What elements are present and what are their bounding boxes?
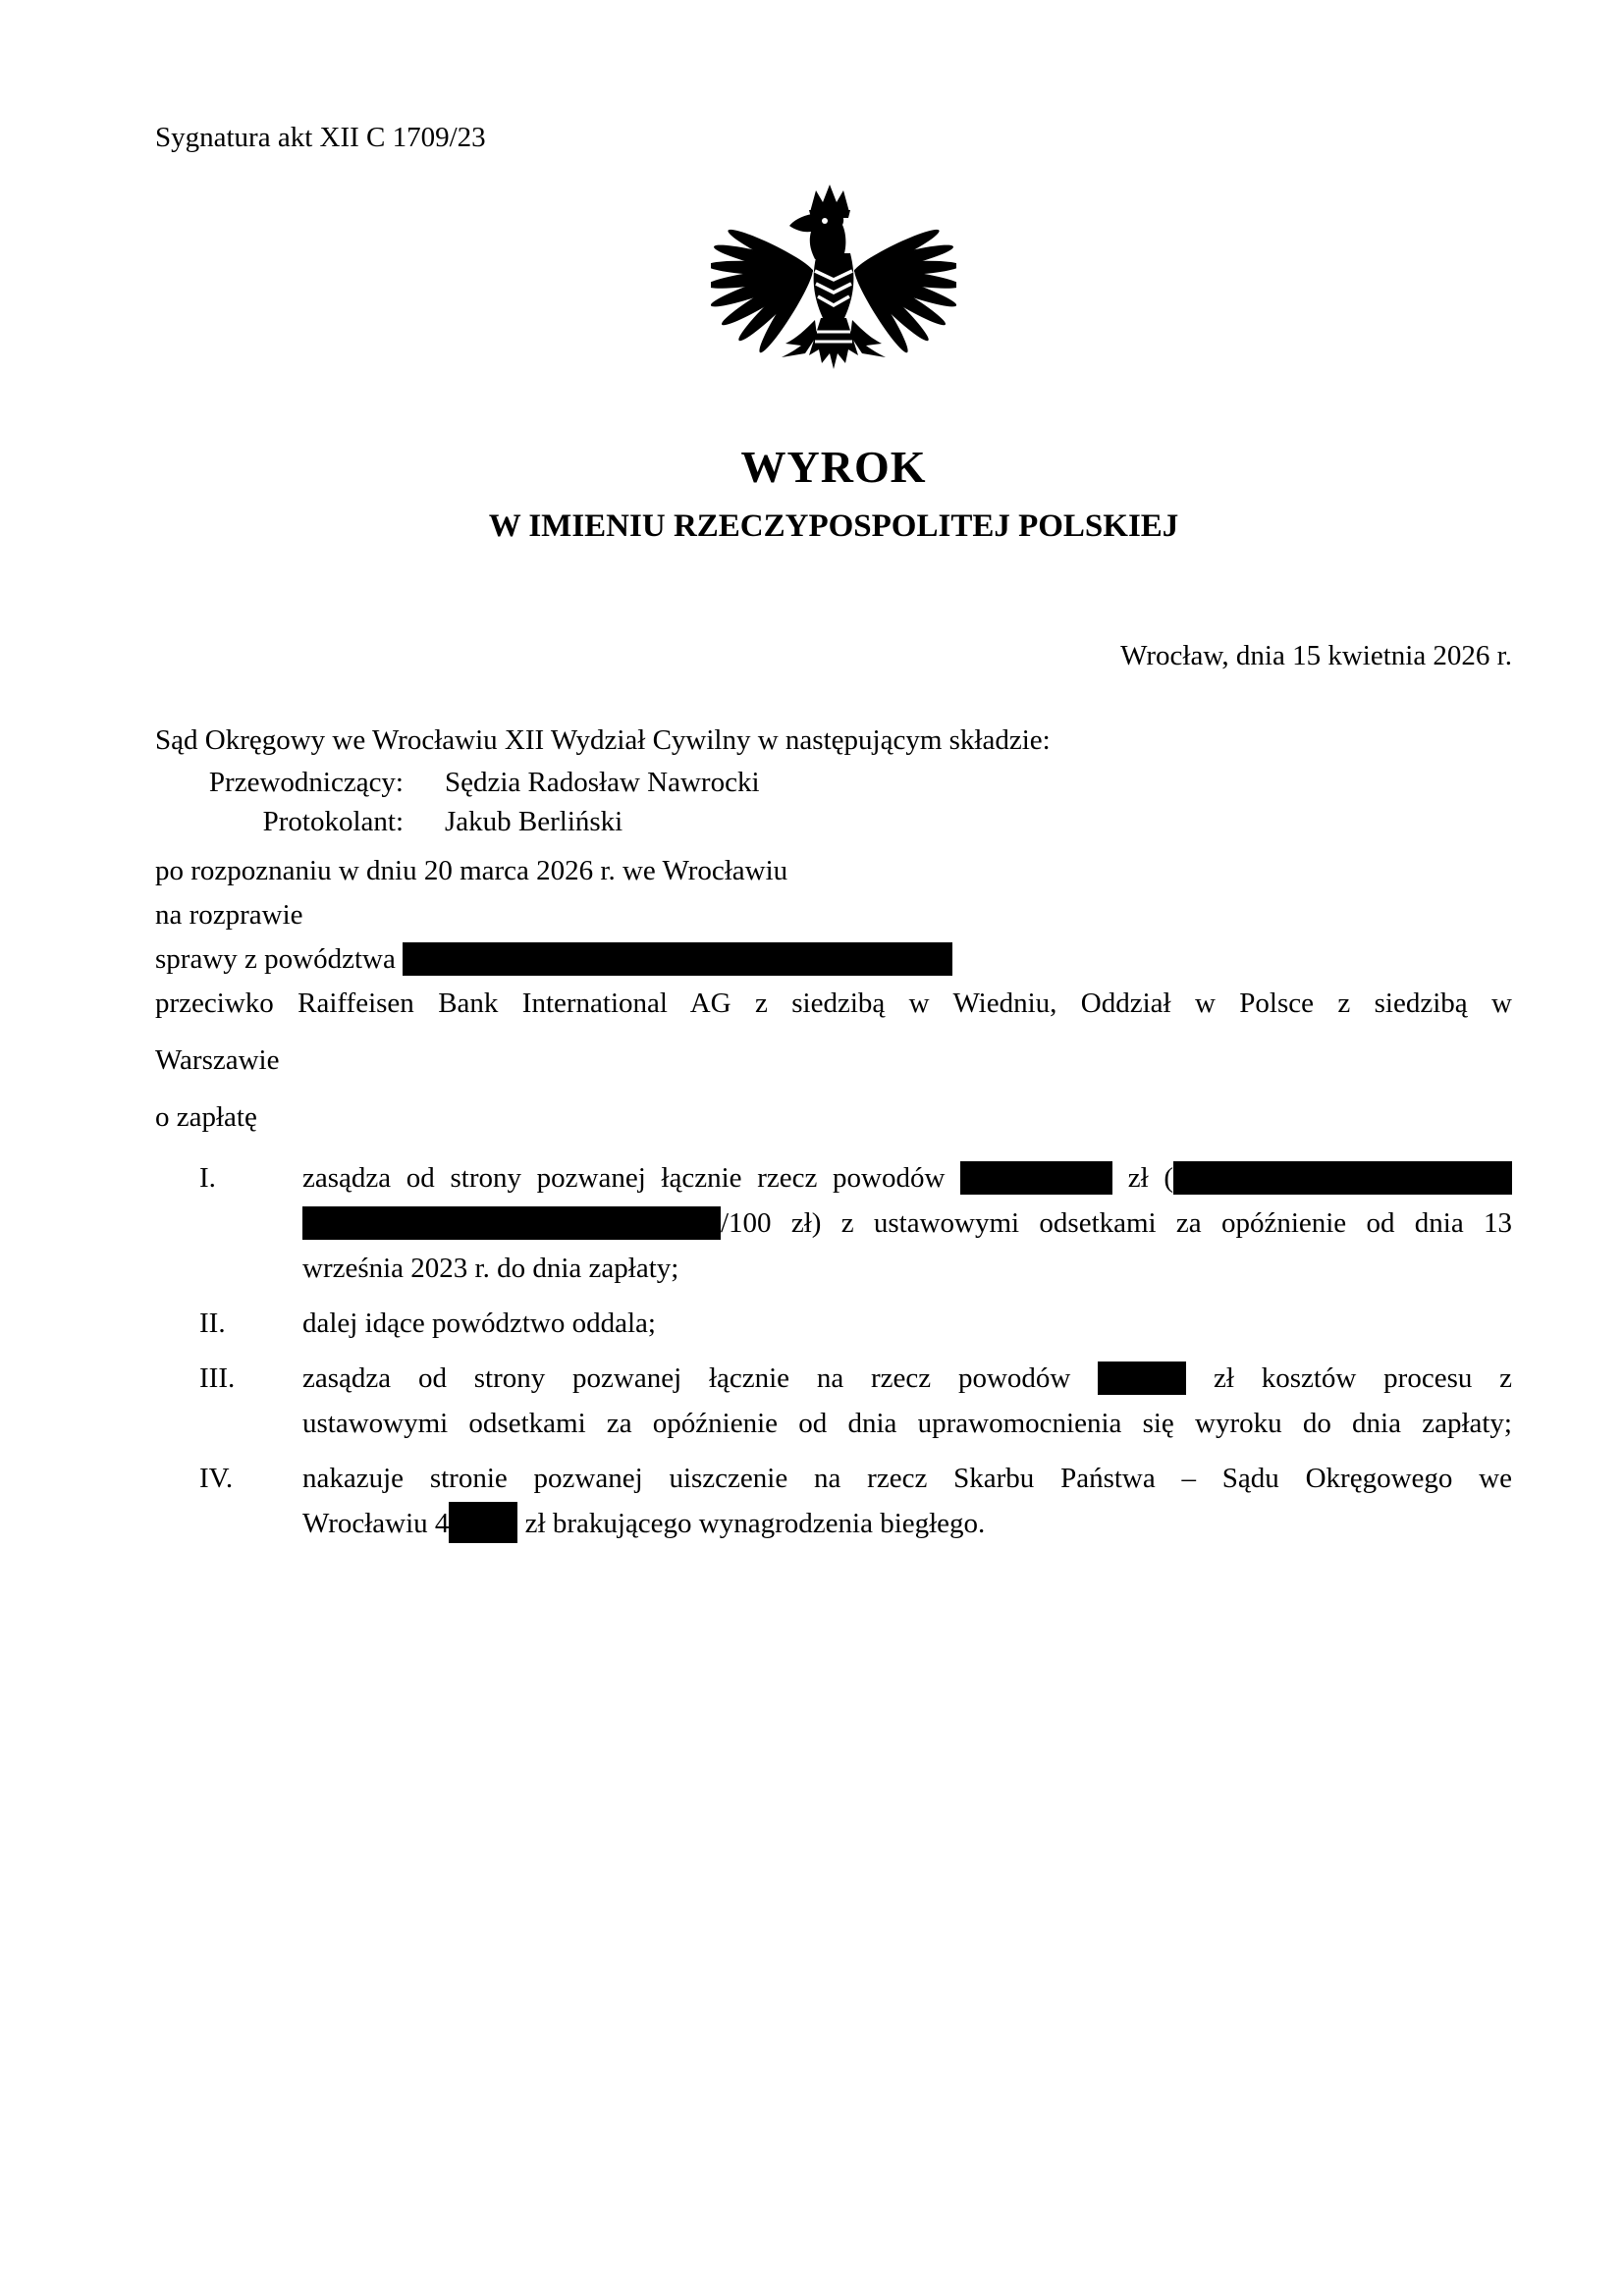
emblem-container [155, 181, 1512, 389]
ruling-numeral: III. [199, 1362, 236, 1394]
ruling-text-segment: zł brakującego wynagrodzenia biegłego. [524, 1508, 986, 1539]
judgment-title: WYROK [740, 442, 927, 492]
case-reference: Sygnatura akt XII C 1709/23 [155, 122, 486, 153]
role-label: Przewodniczący: [208, 767, 404, 798]
ruling-numeral: IV. [199, 1463, 234, 1494]
ruling-text-segment: zasądza od strony pozwanej łącznie rzecz powodów [302, 1162, 946, 1194]
ruling-item-2 [155, 1301, 1512, 1346]
ruling-item-4 [155, 1456, 1512, 1546]
judgment-subtitle: W IMIENIU RZECZYPOSPOLITEJ POLSKIEJ [488, 508, 1179, 544]
case-subject-line: o zapłatę [155, 1101, 257, 1133]
ruling-item-1 [155, 1155, 1512, 1291]
claim-origin-text: sprawy z powództwa [155, 943, 396, 975]
redaction-bar [960, 1161, 1112, 1195]
ruling-numeral: I. [199, 1162, 216, 1194]
claim-origin-line [155, 937, 1512, 982]
redaction-bar [1098, 1362, 1186, 1395]
ruling-text-segment: zł ( [1127, 1162, 1174, 1194]
ruling-text-segment: ustawowymi odsetkami za opóźnienie od dnia uprawomocnienia się wyroku do dnia zapłaty; [302, 1408, 1512, 1439]
court-composition-intro: Sąd Okręgowy we Wrocławiu XII Wydział Cywilny w następującym składzie: [155, 724, 1051, 756]
ruling-line [302, 1356, 1512, 1401]
redaction-bar [302, 1206, 721, 1240]
ruling-line [302, 1301, 1512, 1346]
ruling-text-segment: zasądza od strony pozwanej łącznie na rzecz powodów [302, 1362, 1071, 1394]
polish-eagle-emblem [711, 181, 956, 381]
ruling-line [302, 1201, 1512, 1246]
hearing-type-line: na rozprawie [155, 899, 303, 931]
ruling-line [302, 1456, 1512, 1501]
ruling-text-segment: nakazuje stronie pozwanej uiszczenie na rzecz Skarbu Państwa – Sądu Okręgowego we [302, 1463, 1512, 1494]
ruling-text-segment: Wrocławiu 4 [302, 1508, 450, 1539]
ruling-line [302, 1155, 1512, 1201]
ruling-item-3 [155, 1356, 1512, 1446]
defendant-line: przeciwko Raiffeisen Bank International AG z siedzibą w Wiedniu, Oddział w Polsce z siedzibą w [155, 988, 1512, 1019]
composition-row [155, 802, 1512, 841]
ruling-line [302, 1501, 1512, 1546]
redaction-bar [449, 1502, 517, 1543]
ruling-text-segment: września 2023 r. do dnia zapłaty; [302, 1253, 679, 1284]
hearing-date-line: po rozpoznaniu w dniu 20 marca 2026 r. we Wrocławiu [155, 855, 788, 886]
ruling-text-segment: zł kosztów procesu z [1213, 1362, 1513, 1394]
redaction-bar [1173, 1161, 1512, 1195]
place-date-line: Wrocław, dnia 15 kwietnia 2026 r. [1120, 640, 1512, 671]
rulings-list [155, 1155, 1512, 1546]
composition-row [155, 763, 1512, 802]
ruling-line [302, 1246, 1512, 1291]
person-name: Sędzia Radosław Nawrocki [445, 767, 760, 798]
redaction-bar [403, 942, 952, 976]
ruling-text-segment: /100 zł) z ustawowymi odsetkami za opóźnienie od dnia 13 [721, 1207, 1512, 1239]
ruling-numeral: II. [199, 1308, 226, 1339]
ruling-line [302, 1401, 1512, 1446]
defendant-city-line: Warszawie [155, 1044, 280, 1076]
ruling-text-segment: dalej idące powództwo oddala; [302, 1308, 656, 1339]
role-label: Protokolant: [262, 806, 404, 837]
person-name: Jakub Berliński [445, 806, 623, 837]
